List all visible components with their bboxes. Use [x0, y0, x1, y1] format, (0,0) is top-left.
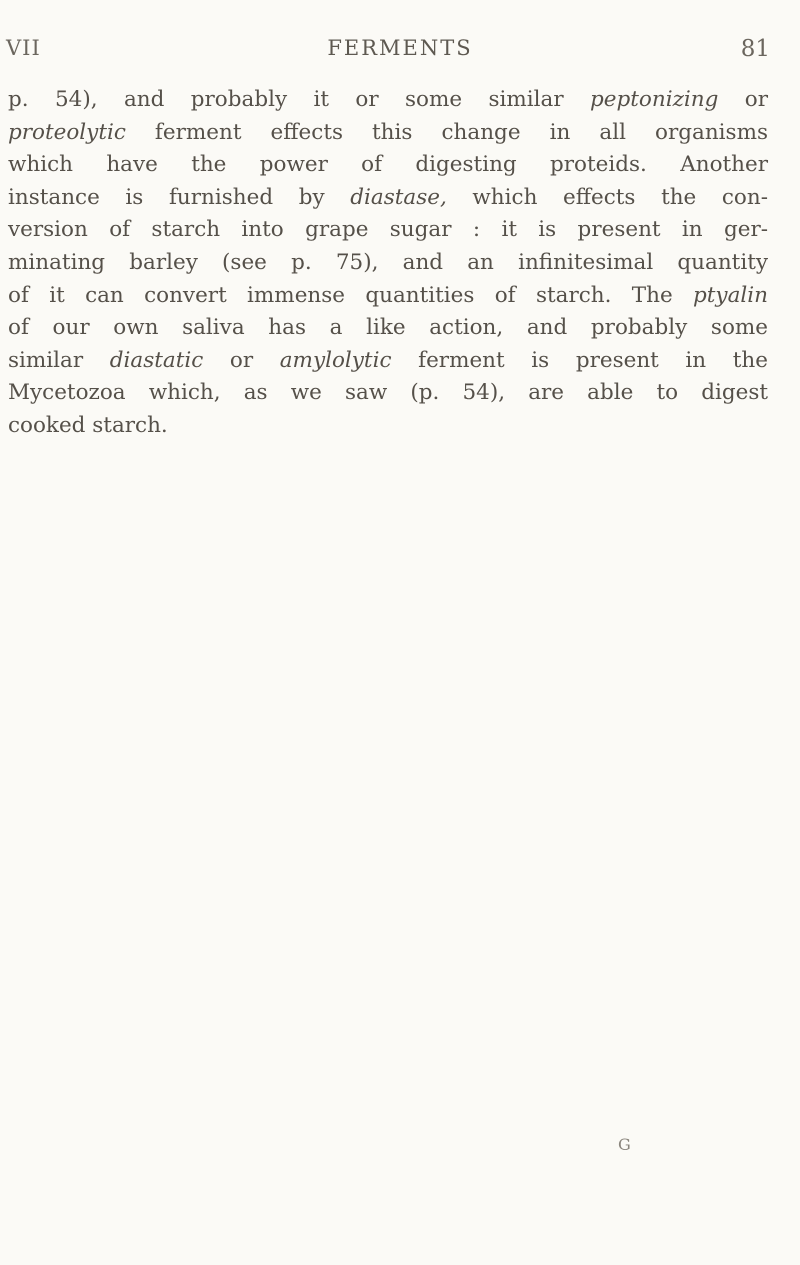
running-title: FERMENTS: [327, 36, 473, 60]
text-line: [8, 117, 768, 150]
text-run: minating barley (see p. 75), and an infinitesimal quantity: [8, 249, 768, 275]
body-paragraph: [8, 84, 768, 443]
text-line: [8, 280, 768, 313]
italic-term: peptonizing: [590, 87, 719, 112]
text-run: version of starch into grape sugar : it is present in ger-: [8, 217, 768, 243]
italic-term: diastase,: [350, 184, 447, 210]
text-run: which have the power of digesting proteids. Another: [8, 152, 768, 178]
text-run: ferment is present in the: [391, 347, 768, 373]
text-run: cooked starch.: [8, 412, 168, 438]
text-line: [8, 182, 768, 215]
text-run: which effects the con-: [446, 184, 768, 210]
text-line: [8, 149, 768, 182]
text-run: ferment effects this change in all organisms: [125, 119, 768, 145]
text-line: [8, 345, 768, 378]
page-number: 81: [740, 36, 770, 62]
text-run: or: [718, 87, 768, 112]
italic-term: ptyalin: [693, 282, 768, 308]
text-line: [8, 312, 768, 345]
text-line: [8, 377, 768, 410]
text-line: [8, 214, 768, 247]
text-run: instance is furnished by: [8, 184, 351, 210]
text-line: [8, 247, 768, 280]
text-line: [8, 84, 768, 117]
text-line: [8, 410, 768, 443]
chapter-number: VII: [6, 36, 41, 60]
italic-term: amylolytic: [279, 347, 392, 373]
text-run: of our own saliva has a like action, and probably some: [8, 315, 768, 341]
signature-mark: G: [618, 1135, 631, 1154]
text-run: p. 54), and probably it or some similar: [8, 87, 591, 112]
text-run: similar: [8, 347, 110, 373]
text-run: Mycetozoa which, as we saw (p. 54), are able to digest: [8, 380, 768, 406]
text-run: of it can convert immense quantities of starch. The: [8, 282, 694, 308]
text-run: or: [203, 347, 280, 373]
italic-term: proteolytic: [8, 119, 126, 145]
italic-term: diastatic: [109, 347, 204, 373]
running-header: [0, 36, 800, 76]
